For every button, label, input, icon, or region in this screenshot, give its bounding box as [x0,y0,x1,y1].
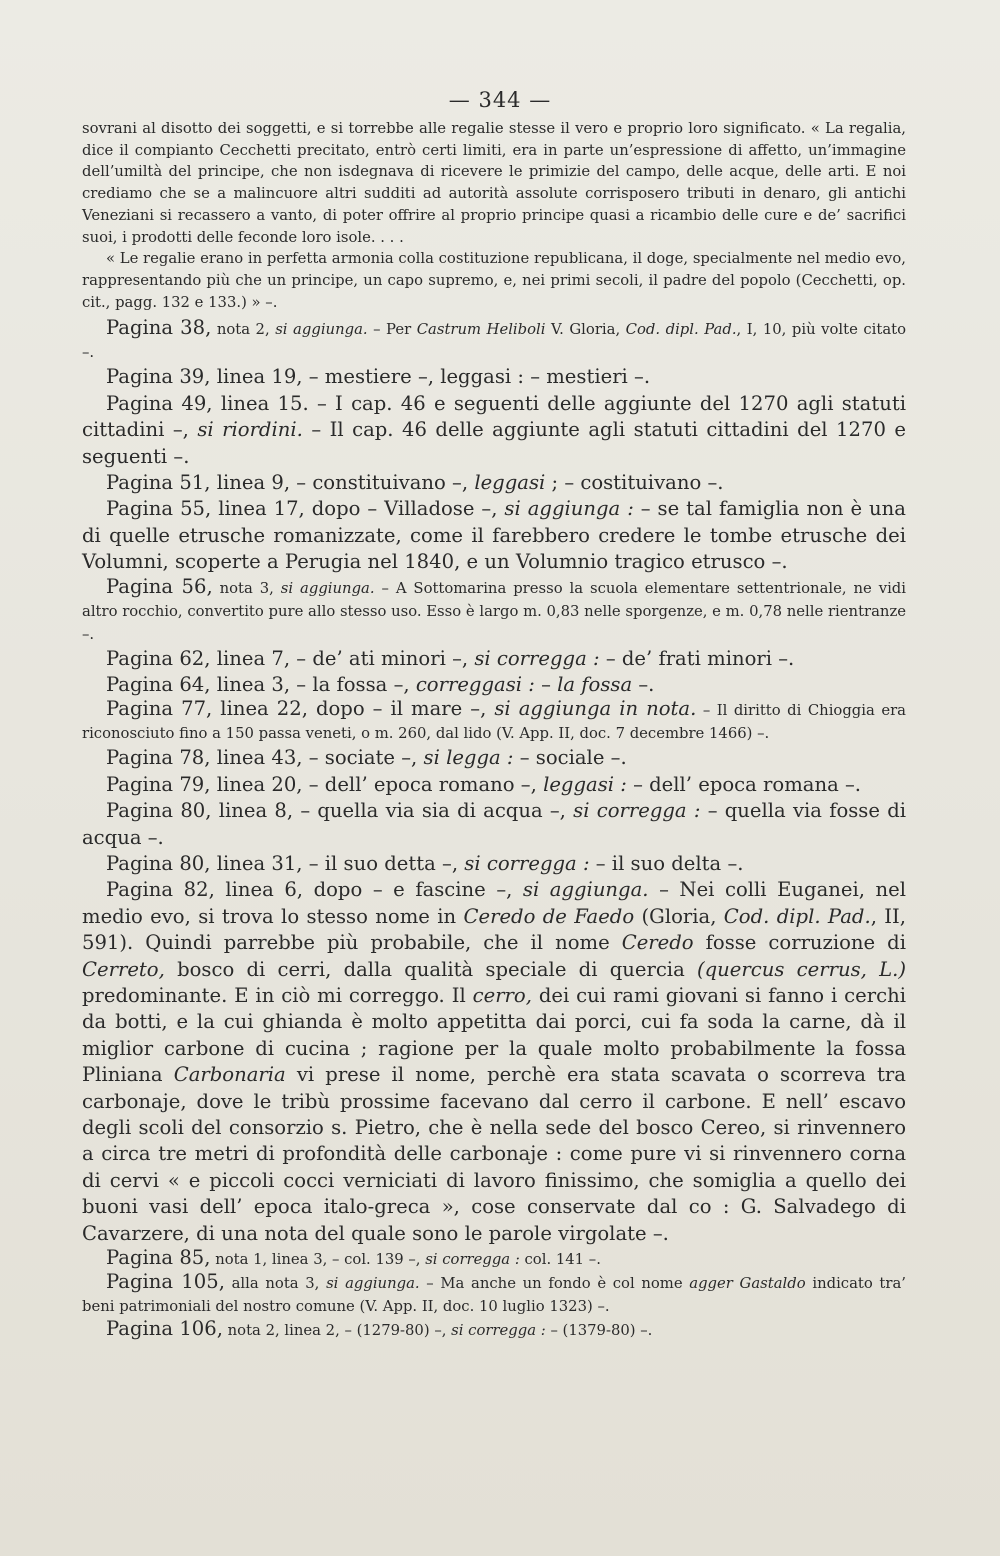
errata-page-106: Pagina 106, nota 2, linea 2, – (1279-80) –, si corregga : – (1379-80) –. [106,1317,653,1341]
errata-page-85: Pagina 85, nota 1, linea 3, – col. 139 –, si corregga : col. 141 –. [106,1246,601,1270]
errata-page-49: Pagina 49, linea 15. – I cap. 46 e seguenti delle aggiunte del 1270 agli statuti cittadini –, si riordini. – Il cap. 46 delle aggiunte agli statuti cittadini del 1270 e seguenti –. [82,391,906,468]
errata-page-38: Pagina 38, nota 2, si aggiunga. – Per Castrum Heliboli V. Gloria, Cod. dipl. Pad., I, 10, più volte citato –. [82,316,906,362]
page-number: — 344 — [448,88,552,112]
errata-page-82: Pagina 82, linea 6, dopo – e fascine –, si aggiunga. – Nei colli Euganei, nel medio evo, si trova lo stesso nome in Ceredo de Faedo (Gloria, Cod. dipl. Pad., II, 591). Quindi parrebbe più probabile, che il nome Ceredo fosse corruzione di Cerreto, bosco di cerri, dalla qualità speciale di quercia (quercus cerrus, L.) predominante. E in ciò mi correggo. Il cerro, dei cui rami giovani si fanno i cerchi da botti, e la cui ghianda è molto appetitta dai porci, cui fa soda la carne, dà il miglior carbone di cucina ; ragione per la quale molto probabilmente la fossa Pliniana Carbonaria vi prese il nome, perchè era stata scavata o scorreva tra carbonaje, dove le tribù prossime facevano dal cerro il carbone. E nell’ escavo degli scoli del consorzio s. Pietro, che è nella sede del bosco Cereo, si rinvennero a circa tre metri di profondità delle carbonaje : come pure vi si rinvennero corna di cervi « e piccoli cocci verniciati di lavoro finissimo, che somiglia a quello dei buoni vasi dell’ epoca italo-greca », cose conservate dal co : G. Salvadego di Cavarzere, di una nota del quale sono le parole virgolate –. [82,878,907,1245]
errata-page-80-line-8: Pagina 80, linea 8, – quella via sia di acqua –, si corregga : – quella via fosse di acqua –. [82,799,907,849]
body-text [82,118,906,1342]
errata-lead: Pagina 38, [106,316,212,340]
errata-page-62: Pagina 62, linea 7, – de’ ati minori –, si corregga : – de’ frati minori –. [106,646,795,670]
paragraph-regalie-2: « Le regalie erano in perfetta armonia colla costituzione republicana, il doge, specialmente nel medio evo, rappresentando più che un principe, un capo supremo, e, nei primi secoli, il padre del popolo (Cecchetti, op. cit., pagg. 132 e 133.) » –. [82,250,906,311]
errata-page-80-line-31: Pagina 80, linea 31, – il suo detta –, si corregga : – il suo delta –. [106,852,744,876]
paragraph-regalie-1: sovrani al disotto dei soggetti, e si torrebbe alle regalie stesse il vero e proprio loro significato. « La regalia, dice il compianto Cecchetti precitato, entrò certi limiti, era in parte un’espressione di affetto, un’immagine dell’umiltà del principe, che non isdegnava di ricevere le primizie del campo, delle acque, delle arti. E noi crediamo che se a malincuore altri sudditi ad autorità assolute corrisposero tributi in denaro, gli antichi Veneziani si recassero a vanto, di poter offrire al proprio principe quasi a ricambio delle cure e de’ sacrifici suoi, i prodotti delle feconde loro isole. . . . [82,120,906,246]
errata-page-51: Pagina 51, linea 9, – constituivano –, leggasi ; – costituivano –. [106,470,724,494]
errata-page-79: Pagina 79, linea 20, – dell’ epoca romano –, leggasi : – dell’ epoca romana –. [106,772,862,796]
errata-page-105: Pagina 105, alla nota 3, si aggiunga. – Ma anche un fondo è col nome agger Gastaldo indicato tra’ beni patrimoniali del nostro comune (V. App. II, doc. 10 luglio 1323) –. [82,1270,906,1316]
errata-page-64: Pagina 64, linea 3, – la fossa –, correggasi : – la fossa –. [106,672,655,696]
errata-page-78: Pagina 78, linea 43, – sociate –, si legga : – sociale –. [106,746,627,770]
errata-page-77: Pagina 77, linea 22, dopo – il mare –, si aggiunga in nota. – Il diritto di Chioggia era riconosciuto fino a 150 passa veneti, o m. 260, dal lido (V. App. II, doc. 7 decembre 1466) –. [82,697,906,743]
errata-page-55: Pagina 55, linea 17, dopo – Villadose –, si aggiunga : – se tal famiglia non è una di quelle etrusche romanizzate, come il farebbero credere le tombe etrusche dei Volumni, scoperte a Perugia nel 1840, e un Volumnio tragico etrusco –. [82,497,906,574]
errata-page-39: Pagina 39, linea 19, – mestiere –, leggasi : – mestieri –. [106,365,651,389]
errata-page-56: Pagina 56, nota 3, si aggiunga. – A Sottomarina presso la scuola elementare settentrionale, ne vidi altro rocchio, convertito pure allo stesso uso. Esso è largo m. 0,83 nelle sporgenze, e m. 0,78 nelle rientranze –. [82,574,907,643]
